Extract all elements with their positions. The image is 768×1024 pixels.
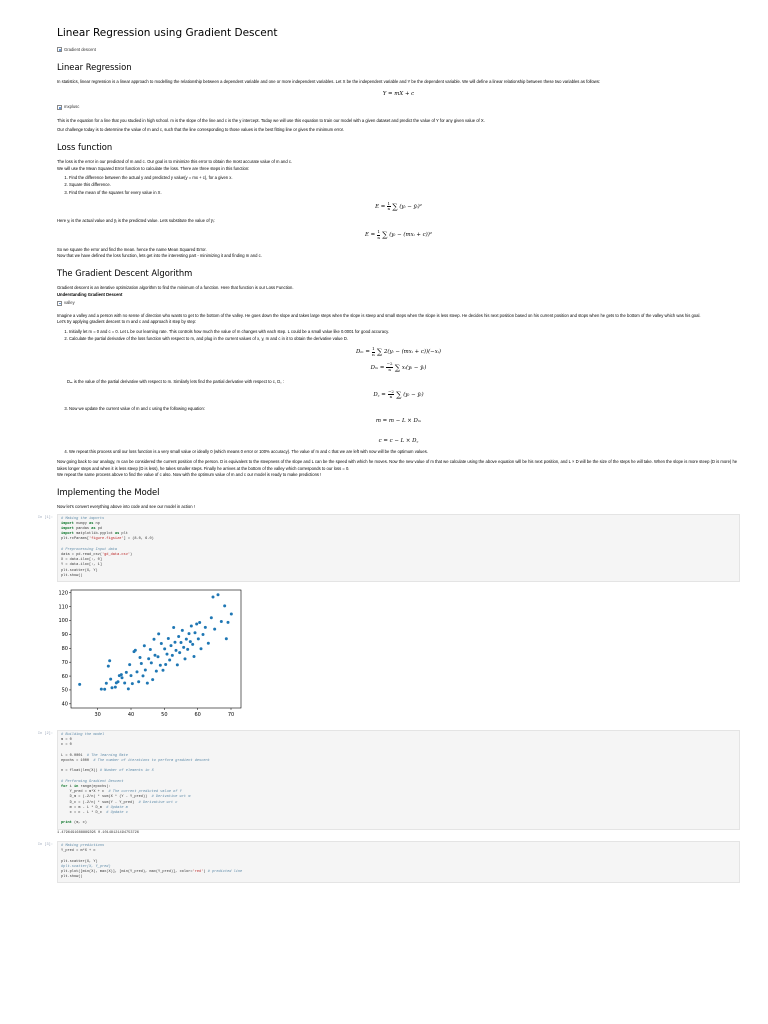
code-input[interactable] <box>57 514 740 582</box>
scatter-point <box>230 612 233 615</box>
dm-equation-2 <box>57 362 740 373</box>
scatter-point <box>144 668 147 671</box>
one-over-n: $\frac{1}{n}$ <box>387 200 391 211</box>
code-line: plt.show() <box>61 573 83 578</box>
scatter-chart-svg <box>57 586 247 726</box>
scatter-point <box>178 651 181 654</box>
scatter-point <box>131 682 134 685</box>
y-tick-label: 90 <box>61 632 68 639</box>
scatter-point <box>157 655 160 658</box>
valley-image <box>57 300 740 306</box>
y-tick-label: 70 <box>61 659 68 666</box>
mse-sub-lhs: E = <box>364 232 376 239</box>
broken-image-icon <box>57 105 62 110</box>
page-title: Linear Regression using Gradient Descent <box>57 27 278 39</box>
dc-lhs: D꜀ = <box>373 392 386 399</box>
dm2-lhs: Dₘ = <box>370 364 385 371</box>
code-line: plt.plot([min(X), max(X)], [min(Y_pred), max(Y_pred)], color='red') # predicted line <box>61 870 243 874</box>
scatter-point <box>198 621 201 624</box>
list-item: 2. Calculate the partial derivative of the loss function with respect to m, and plug in the current values of x, y, m and c in it to obtain the derivative value D. <box>69 336 740 342</box>
section-heading-loss-function: Loss function <box>57 142 113 153</box>
scatter-point <box>191 643 194 646</box>
code-line: for i in range(epochs): <box>61 784 111 789</box>
code-line: D_c = (-2/n) * sum(Y - Y_pred) # Derivative wrt c <box>61 800 178 805</box>
x-tick-label: 30 <box>94 711 101 718</box>
scatter-point <box>189 640 192 643</box>
scatter-point <box>120 673 123 676</box>
list-item: 2. Square this difference. <box>69 182 740 188</box>
code-line: # Making predictions <box>61 843 105 848</box>
one-over-n: $\frac{1}{n}$ <box>377 229 380 240</box>
scatter-point <box>184 657 187 660</box>
scatter-point <box>114 686 117 689</box>
code-line: m = m - L * D_m # Update m <box>61 805 128 810</box>
scatter-point <box>139 656 142 659</box>
plot-frame <box>71 590 241 708</box>
scatter-point <box>160 642 163 645</box>
code-line: # Performing Gradient Descent <box>61 779 124 784</box>
scatter-point <box>125 671 128 674</box>
y-tick-label: 50 <box>61 687 68 694</box>
scatter-point <box>181 629 184 632</box>
minus-two-over-n: $\frac{-2}{n}$ <box>386 361 393 372</box>
scatter-point <box>171 654 174 657</box>
scatter-point <box>212 595 215 598</box>
code-line: import pandas as pd <box>61 526 103 531</box>
sum-symbol: ∑ <box>376 347 383 357</box>
code-line: c = 0 <box>61 743 72 748</box>
mse-substituted-equation <box>57 229 740 240</box>
scatter-point <box>107 665 110 668</box>
scatter-point <box>155 670 158 673</box>
scatter-point <box>100 688 103 691</box>
equation-line: Y = mX + c <box>382 91 415 98</box>
scatter-point <box>123 681 126 684</box>
sum-symbol: ∑ <box>394 362 401 372</box>
code-line: import matplotlib.pyplot as plt <box>61 532 128 537</box>
scatter-point <box>159 664 162 667</box>
code-input[interactable] <box>57 841 740 883</box>
scatter-point <box>202 633 205 636</box>
gd-steps-list <box>63 329 740 343</box>
gd-text-3: Let's try applying gradient descent to m and c and approach it step by step: <box>57 319 197 325</box>
gd-text-6: We repeat the same process above to find the value of c also. Now with the optimum value of m and c our model is ready to make predictions ! <box>57 471 322 477</box>
code-line: m = 0 <box>61 738 72 743</box>
code-line: Y_pred = m*X + c <box>61 849 96 854</box>
sum-symbol: ∑ <box>392 201 398 211</box>
scatter-point <box>180 641 183 644</box>
scatter-point <box>154 654 157 657</box>
code-input[interactable] <box>57 730 740 830</box>
x-tick-label: 70 <box>227 711 235 718</box>
dm2-rhs: xᵢ(yᵢ − ȳᵢ) <box>401 364 427 371</box>
scatter-point <box>190 624 193 627</box>
gd-steps-list-3 <box>63 449 740 455</box>
scatter-point <box>111 686 114 689</box>
scatter-point <box>78 683 81 686</box>
scatter-point <box>121 676 124 679</box>
loss-text-2: We will use the Mean Squared Error function to calculate the loss. There are three steps in this function: <box>57 165 250 171</box>
scatter-point <box>168 658 171 661</box>
scatter-point <box>137 680 140 683</box>
code-line: plt.rcParams['figure.figsize'] = (8.0, 6.0) <box>61 537 154 542</box>
scatter-point <box>157 632 160 635</box>
scatter-point <box>174 641 177 644</box>
scatter-point <box>217 593 220 596</box>
scatter-point <box>153 638 156 641</box>
minus-two-over-n: $\frac{-2}{n}$ <box>388 388 394 400</box>
m-update-equation: m = m − L × Dₘ <box>375 417 422 424</box>
cell-prompt: In [2]: <box>37 731 53 736</box>
code-line: plt.scatter(X, Y) <box>61 568 98 573</box>
scatter-point <box>146 682 149 685</box>
code-line: Y = data.iloc[:, 1] <box>61 563 102 568</box>
scatter-point <box>151 678 154 681</box>
scatter-point <box>193 655 196 658</box>
scatter-point <box>200 647 203 650</box>
broken-image-icon <box>57 301 62 306</box>
broken-image-icon <box>57 47 62 52</box>
scatter-point <box>177 635 180 638</box>
scatter-point <box>143 644 146 647</box>
x-tick-label: 60 <box>194 711 201 718</box>
implementing-text: Now let's convert everything above into code and see our model in action ! <box>57 504 195 510</box>
linear-regression-text-2: This is the equation for a line that you studied in high school. m is the slope of the line and c is the y intercept. Today we will use this equation to train our model with a given dataset and predict the value of Y for any given value of X. <box>57 117 485 123</box>
mse-sub-rhs: (yᵢ − (mxᵢ + c))² <box>389 232 433 239</box>
scatter-point <box>223 604 226 607</box>
mxplusc-image <box>57 104 740 110</box>
scatter-point <box>204 626 207 629</box>
y-tick-label: 120 <box>58 590 68 597</box>
scatter-point <box>220 620 223 623</box>
list-item: 4. We repeat this process until our loss function is a very small value or ideally 0 (which means 0 error or 100% accuracy). The value of m and c that we are left with now will be the optimum values. <box>69 449 740 455</box>
header-image <box>57 47 740 53</box>
valley-image-alt: valley <box>64 299 75 305</box>
scatter-point <box>130 674 133 677</box>
scatter-point <box>163 647 166 650</box>
loss-text-3: Here yᵢ is the actual value and ȳᵢ is the predicted value. Lets substitute the value of ȳᵢ: <box>57 218 215 224</box>
y-tick-label: 60 <box>61 673 68 680</box>
linear-regression-intro: In statistics, linear regression is a linear approach to modelling the relationship between a dependent variable and one or more independent variables. Let X be the independent variable and Y be the dependent variable. We will define a linear relationship between these two variables as follows: <box>57 78 601 84</box>
scatter-point <box>103 688 106 691</box>
scatter-point <box>166 653 169 656</box>
scatter-point <box>127 687 130 690</box>
list-item: 3. Find the mean of the squares for every value in X. <box>69 190 740 196</box>
scatter-point <box>142 674 145 677</box>
gd-text-4: Dₘ is the value of the partial derivative with respect to m. Similarly lets find the partial derivative with respect to c, D꜀ : <box>67 378 285 384</box>
list-item: 1. Find the difference between the actual y and predicted y value(y = mx + c), for a given x. <box>69 175 740 181</box>
scatter-point <box>167 637 170 640</box>
section-heading-linear-regression: Linear Regression <box>57 61 132 72</box>
code-line: #plt.scatter(X, Y_pred) <box>61 864 111 869</box>
code-line: # Making the imports <box>61 516 105 521</box>
code-line: Y_pred = m*X + c # The current predicted value of Y <box>61 790 182 795</box>
y-tick-label: 40 <box>61 701 68 708</box>
gd-subheading <box>57 292 740 298</box>
code-line: D_m = (-2/n) * sum(X * (Y - Y_pred)) # Derivative wrt m <box>61 795 191 800</box>
scatter-point <box>197 637 200 640</box>
dm1-lhs: Dₘ = <box>356 349 370 356</box>
code-line: # Preprocessing Input data <box>61 547 118 552</box>
cell-prompt: In [3]: <box>37 842 53 847</box>
cell-output: 1.4796491688889395 0.10148121494753726 <box>57 830 139 835</box>
y-tick-label: 80 <box>61 645 68 652</box>
dm-equation-1 <box>57 346 740 357</box>
scatter-point <box>128 663 131 666</box>
scatter-point <box>213 628 216 631</box>
code-line: plt.scatter(X, Y) <box>61 859 98 864</box>
scatter-point <box>185 638 188 641</box>
x-tick-label: 40 <box>127 711 135 718</box>
code-cell-3[interactable] <box>37 841 740 883</box>
y-tick-label: 110 <box>58 604 68 611</box>
scatter-point <box>194 631 197 634</box>
code-line: import numpy as np <box>61 521 100 526</box>
x-tick-label: 50 <box>161 711 168 718</box>
scatter-point <box>134 649 137 652</box>
code-cell-2[interactable] <box>37 730 740 838</box>
code-cell-1[interactable] <box>37 514 740 582</box>
code-line: X = data.iloc[:, 0] <box>61 558 102 563</box>
scatter-point <box>175 649 178 652</box>
mse-equation <box>57 201 740 212</box>
scatter-point <box>186 648 189 651</box>
loss-text-5: Now that we have defined the loss function, lets get into the interesting part - minimizing it and finding m and c. <box>57 252 262 258</box>
one-over-n: $\frac{1}{n}$ <box>372 346 375 357</box>
scatter-point <box>136 670 139 673</box>
header-image-alt: Gradient descent <box>64 46 96 52</box>
code-line: plt.show() <box>61 875 83 880</box>
gd-text-1: Gradient descent is an iterative optimization algorithm to find the minimum of a function. Here that function is our Loss Function. <box>57 285 294 291</box>
scatter-point <box>182 646 185 649</box>
scatter-point <box>162 669 165 672</box>
gd-text-2: Imagine a valley and a person with no sense of direction who wants to get to the bottom of the valley. He goes down the slope and takes large steps when the slope is steep and small steps when the slope is less steep. He decides his next position based on his current position and stops when he gets to the bottom of the valley which was his goal. <box>57 313 701 319</box>
loss-text-4: So we square the error and find the mean. hence the name Mean Squared Error. <box>57 246 207 252</box>
mxplusc-image-alt: mxplusc <box>64 104 80 110</box>
code-line: c = c - L * D_c # Update c <box>61 810 128 815</box>
scatter-point <box>195 622 198 625</box>
mse-equation-lhs: E = <box>375 203 386 210</box>
linear-regression-text-3: Our challenge today is to determine the value of m and c, such that the line corresponding to those values is the best fitting line or gives the minimum error. <box>57 126 344 132</box>
loss-text-1: The loss is the error in our predicted of m and c. Our goal is to minimize this error to obtain the most accurate value of m and c. <box>57 159 293 165</box>
scatter-point <box>150 661 153 664</box>
dc-equation <box>57 389 740 400</box>
scatter-point <box>108 659 111 662</box>
scatter-point <box>170 644 173 647</box>
sum-symbol: ∑ <box>396 390 402 400</box>
scatter-point <box>109 678 112 681</box>
code-line: L = 0.0001 # The learning Rate <box>61 753 128 758</box>
code-line: data = pd.read_csv('gd_data.csv') <box>61 552 133 557</box>
section-heading-implementing: Implementing the Model <box>57 487 160 498</box>
code-line: n = float(len(X)) # Number of elements in X <box>61 769 154 774</box>
mse-equation-rhs: (yᵢ − ȳᵢ)² <box>399 203 422 210</box>
cell-prompt: In [1]: <box>37 515 53 520</box>
c-update-equation: c = c − L × D꜀ <box>378 437 419 444</box>
code-line: epochs = 1000 # The number of iterations to perform gradient descent <box>61 758 210 763</box>
scatter-point <box>210 616 213 619</box>
scatter-point <box>149 648 152 651</box>
scatter-point <box>172 626 175 629</box>
code-line: print (m, c) <box>61 821 87 826</box>
scatter-point <box>225 637 228 640</box>
scatter-point <box>140 662 143 665</box>
list-item: 3. Now we update the current value of m and c using the following equation: <box>69 406 740 412</box>
scatter-point <box>105 682 108 685</box>
gd-steps-list-2 <box>63 406 740 412</box>
scatter-point <box>227 621 230 624</box>
sum-symbol: ∑ <box>382 230 388 240</box>
code-line: # Building the model <box>61 732 105 737</box>
section-heading-gradient-descent: The Gradient Descent Algorithm <box>57 268 193 279</box>
scatter-point <box>188 632 191 635</box>
scatter-point <box>147 657 150 660</box>
scatter-point <box>164 663 167 666</box>
scatter-point <box>117 680 120 683</box>
scatter-plot <box>57 586 740 726</box>
dc-rhs: (yᵢ − ȳᵢ) <box>403 392 424 399</box>
scatter-point <box>176 663 179 666</box>
gd-text-5: Now going back to our analogy, m can be considered the current position of the person. D is equivalent to the steepness of the slope and L can be the speed with which he moves. Now the new value of m that we calculate using the above equation will be his next position, and L × D will be the size of the steps he will take. When the slope is more steep (D is more) he takes longer steps and when it is less steep (D is less), he takes smaller steps. Finally he arrives at the bottom of the valley which corresponds to our loss = 0. <box>57 459 738 471</box>
gd-subheading-text: Understanding Gradient Descent <box>57 291 123 297</box>
y-tick-label: 100 <box>58 618 68 625</box>
list-item: 1. Initially let m = 0 and c = 0. Let L be our learning rate. This controls how much the value of m changes with each step. L could be a small value like 0.0001 for good accuracy. <box>69 329 740 335</box>
loss-steps-list <box>63 175 740 196</box>
dm1-rhs: 2(yᵢ − (mxᵢ + c))(−xᵢ) <box>383 349 441 356</box>
scatter-point <box>207 642 210 645</box>
